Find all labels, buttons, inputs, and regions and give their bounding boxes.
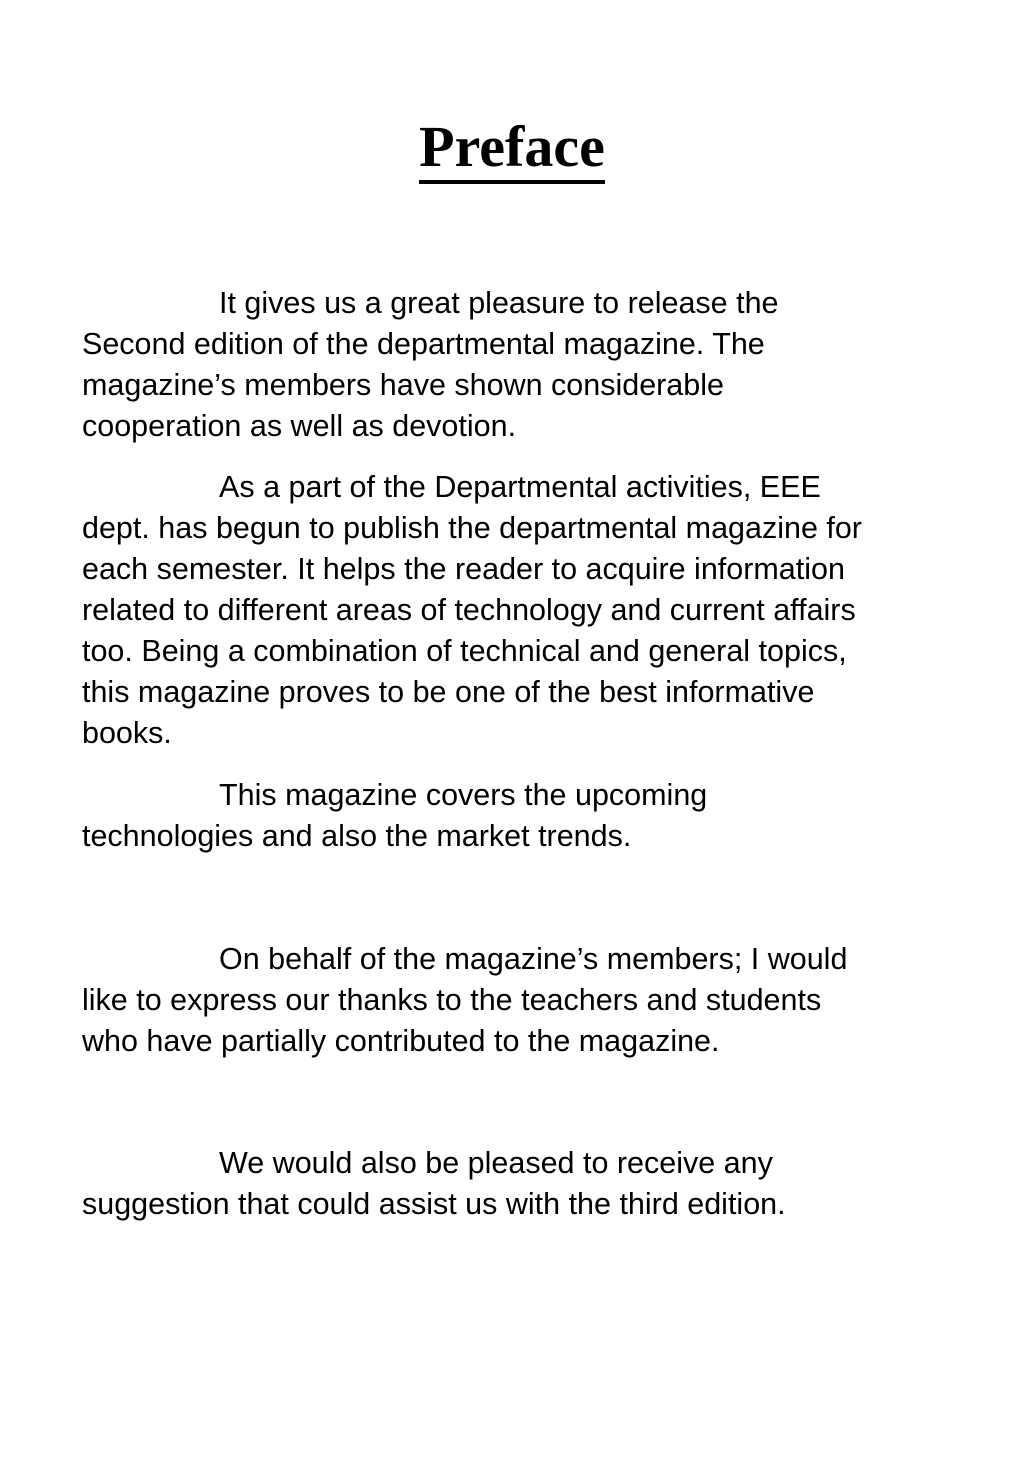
paragraph-line: technologies and also the market trends. — [82, 819, 632, 853]
paragraph-line: like to express our thanks to the teachers and students — [82, 983, 822, 1017]
paragraph-line: magazine’s members have shown considerable — [82, 368, 724, 402]
paragraph-3 — [82, 775, 982, 857]
page-title-text: Preface — [419, 114, 605, 184]
paragraph-line: dept. has begun to publish the departmental magazine for — [82, 511, 862, 545]
paragraph-line: related to different areas of technology and current affairs — [82, 593, 856, 627]
paragraph-4 — [82, 939, 982, 1062]
paragraph-line: each semester. It helps the reader to acquire information — [82, 552, 845, 586]
paragraph-line: who have partially contributed to the magazine. — [82, 1024, 720, 1058]
paragraph-line: On behalf of the magazine’s members; I would — [219, 942, 848, 976]
paragraph-5 — [82, 1143, 982, 1225]
paragraph-line: this magazine proves to be one of the best informative — [82, 675, 815, 709]
paragraph-1 — [82, 283, 982, 447]
paragraph-line: cooperation as well as devotion. — [82, 409, 517, 443]
paragraph-line: We would also be pleased to receive any — [219, 1146, 773, 1180]
paragraph-line: It gives us a great pleasure to release the — [219, 286, 779, 320]
paragraph-line: As a part of the Departmental activities, EEE — [219, 470, 821, 504]
paragraph-2 — [82, 467, 982, 754]
paragraph-line: too. Being a combination of technical and general topics, — [82, 634, 847, 668]
paragraph-line: suggestion that could assist us with the third edition. — [82, 1187, 786, 1221]
paragraph-line: books. — [82, 716, 172, 750]
paragraph-line: Second edition of the departmental magazine. The — [82, 327, 765, 361]
page-title — [0, 112, 1024, 184]
paragraph-line: This magazine covers the upcoming — [219, 778, 708, 812]
